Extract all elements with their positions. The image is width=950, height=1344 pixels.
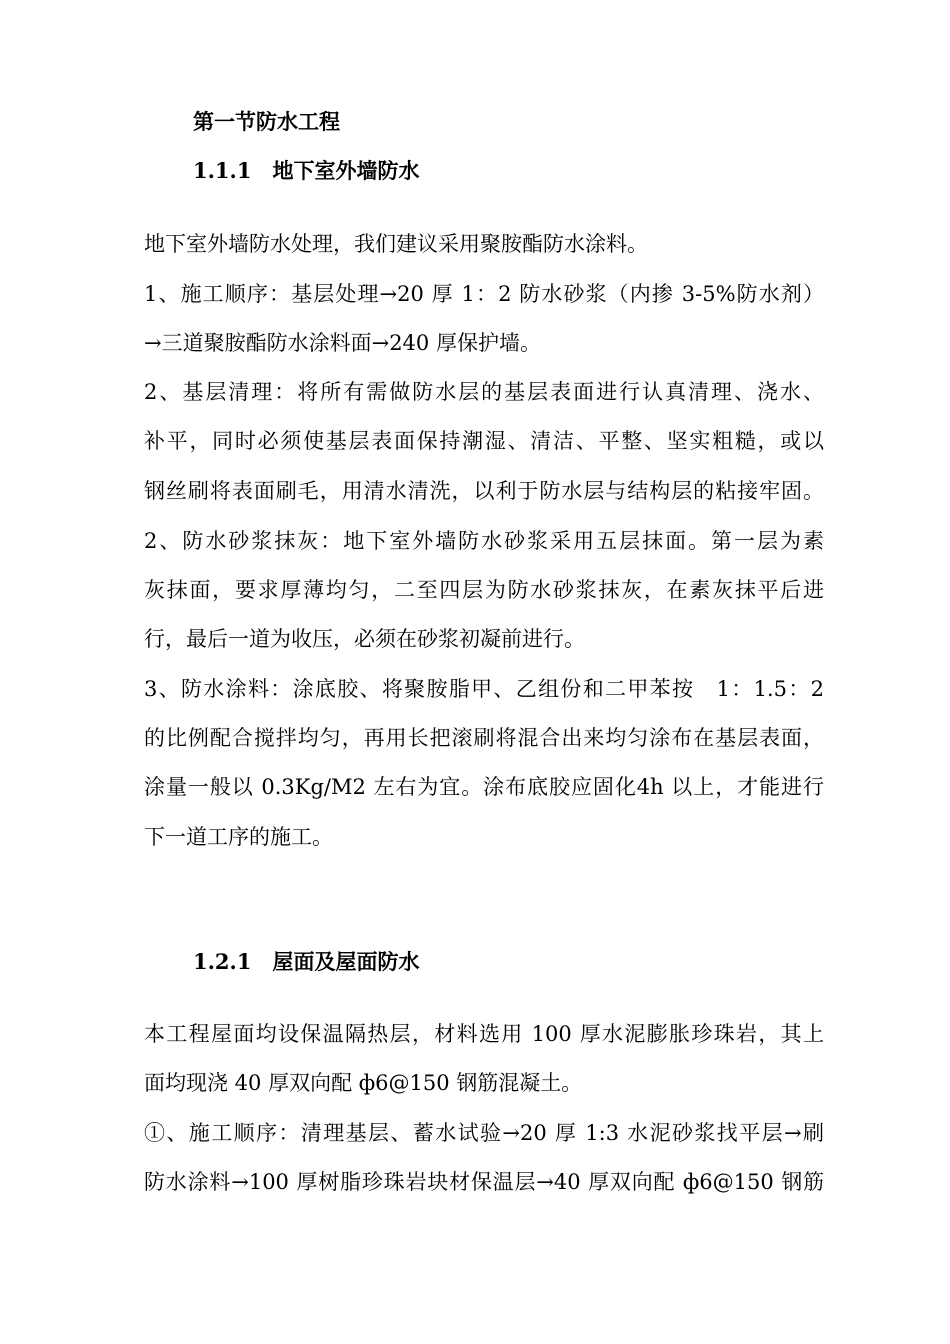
paragraph-line: 1、施工顺序：基层处理→20 厚 1：2 防水砂浆（内掺 3-5%防水剂） xyxy=(144,282,824,306)
paragraph-line: 2、防水砂浆抹灰：地下室外墙防水砂浆采用五层抹面。第一层为素 xyxy=(144,529,824,553)
paragraph-line: 地下室外墙防水处理，我们建议采用聚胺酯防水涂料。 xyxy=(144,232,648,256)
paragraph-line: 涂量一般以 0.3Kg/M2 左右为宜。涂布底胶应固化4h 以上，才能进行 xyxy=(144,775,824,799)
paragraph-line: 防水涂料→100 厚树脂珍珠岩块材保温层→40 厚双向配 ф6@150 钢筋 xyxy=(144,1170,824,1194)
paragraph-line: 本工程屋面均设保温隔热层，材料选用 100 厚水泥膨胀珍珠岩，其上 xyxy=(144,1022,824,1046)
paragraph-line: 2、基层清理：将所有需做防水层的基层表面进行认真清理、浇水、 xyxy=(144,380,824,404)
subsection-title-roof: 1.2.1 屋面及屋面防水 xyxy=(193,949,420,974)
paragraph-line: 的比例配合搅拌均匀，再用长把滚刷将混合出来均匀涂布在基层表面， xyxy=(144,726,824,750)
paragraph-line: →三道聚胺酯防水涂料面→240 厚保护墙。 xyxy=(144,331,541,355)
paragraph-line: 补平，同时必须使基层表面保持潮湿、清洁、平整、坚实粗糙，或以 xyxy=(144,429,824,453)
paragraph-line: 下一道工序的施工。 xyxy=(144,825,333,849)
paragraph-line: ①、施工顺序：清理基层、蓄水试验→20 厚 1:3 水泥砂浆找平层→刷 xyxy=(144,1121,824,1145)
paragraph-line: 3、防水涂料：涂底胶、将聚胺脂甲、乙组份和二甲苯按 1：1.5：2 xyxy=(144,677,824,701)
paragraph-line: 行，最后一道为收压，必须在砂浆初凝前进行。 xyxy=(144,627,585,651)
paragraph-line: 钢丝刷将表面刷毛，用清水清洗，以利于防水层与结构层的粘接牢固。 xyxy=(144,479,824,503)
subsection-title-basement: 1.1.1 地下室外墙防水 xyxy=(193,158,420,183)
paragraph-line: 灰抹面，要求厚薄均匀，二至四层为防水砂浆抹灰，在素灰抹平后进 xyxy=(144,578,824,602)
section-title: 第一节防水工程 xyxy=(193,109,340,134)
paragraph-line: 面均现浇 40 厚双向配 ф6@150 钢筋混凝土。 xyxy=(144,1071,583,1095)
